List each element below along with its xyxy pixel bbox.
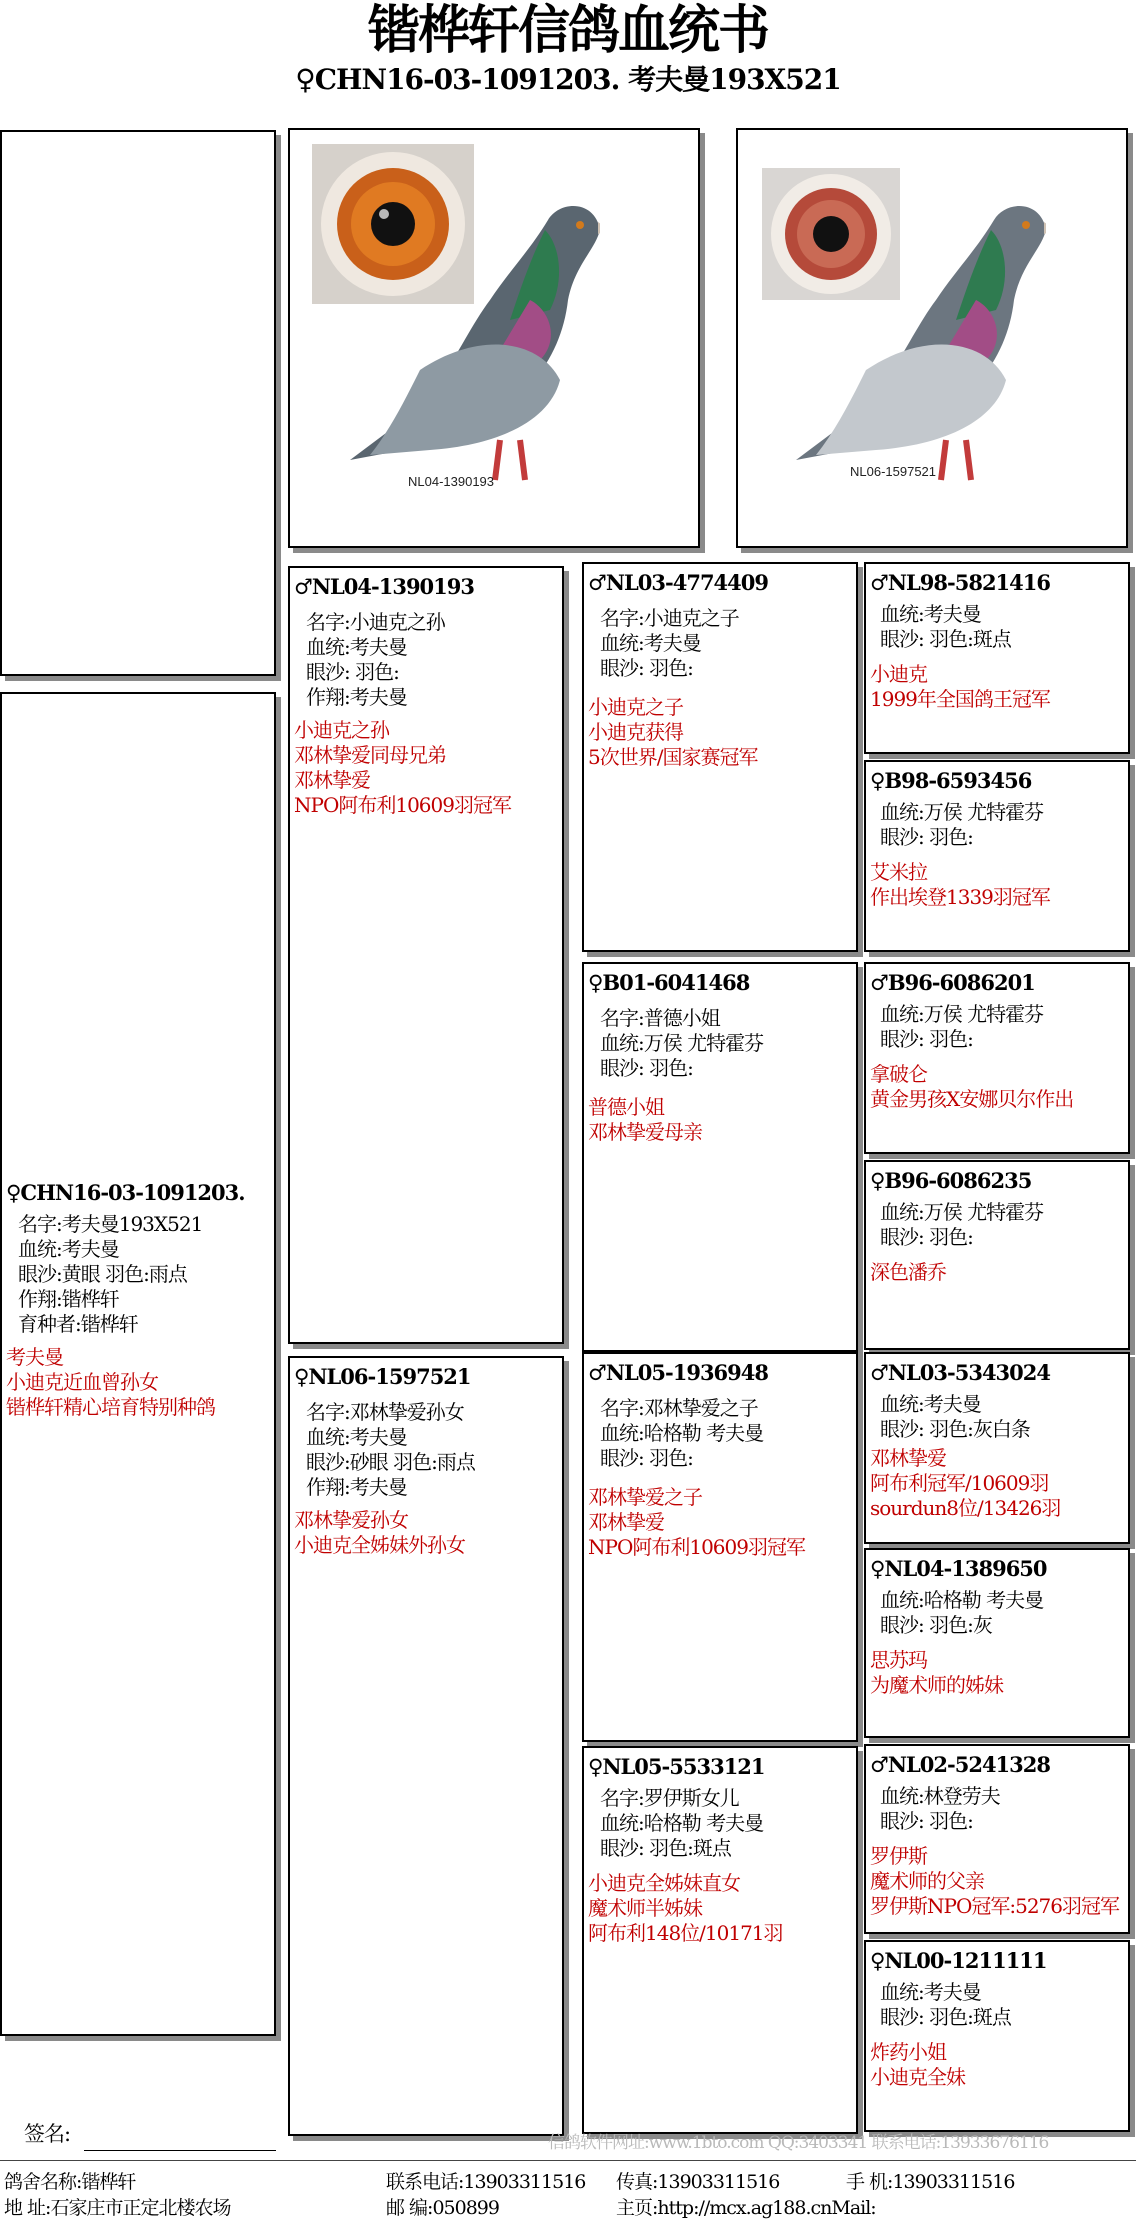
note-line: 1999年全国鸽王冠军 [870,687,1050,711]
note-line: 为魔术师的姊妹 [870,1673,1003,1697]
note-line: 考夫曼 [6,1345,63,1369]
main-bird-flyer: 作翔:锴桦轩 [18,1287,119,1311]
info-line: 眼沙: 羽色: [600,1446,693,1470]
postcode: 邮 编:050899 [386,2197,499,2219]
note-line: 作出埃登1339羽冠军 [870,885,1050,909]
great-grandparent-ring: ♀NL00-1211111 [870,1948,1047,1973]
signature-label: 签名: [24,2122,71,2146]
footer-divider [0,2160,1136,2161]
info-line: 眼沙:砂眼 羽色:雨点 [306,1450,475,1474]
info-line: 眼沙: 羽色:斑点 [600,1836,731,1860]
great-grandparent-ring: ♂NL03-5343024 [870,1360,1051,1385]
info-line: 血统:考夫曼 [880,1392,981,1416]
grandparent-info [600,1786,856,1861]
dam-photo-frame [736,128,1128,548]
main-bird-notes [6,1345,245,1420]
grandparent-info [600,606,856,681]
great-grandparent-box [864,760,1130,952]
homepage: 主页:http://mcx.ag188.cnMail: [616,2197,876,2219]
info-line: 名字:邓林挚爱之子 [600,1396,758,1420]
great-grandparent-ring: ♂NL98-5821416 [870,570,1051,595]
photo-ring-label: NL06-1597521 [850,464,937,479]
info-line: 名字:罗伊斯女儿 [600,1786,739,1810]
document-title: 锴桦轩信鸽血统书 [367,0,768,61]
info-line: 血统:哈格勒 考夫曼 [880,1588,1044,1612]
note-line: 小迪克全妹 [870,2065,965,2089]
main-bird-name: 名字:考夫曼193X521 [18,1212,203,1236]
note-line: 罗伊斯NPO冠军:5276羽冠军 [870,1894,1119,1918]
note-line: 黄金男孩X安娜贝尔作出 [870,1087,1074,1111]
great-grandparent-info [880,1002,1128,1052]
grandparent-notes [588,1871,856,1946]
sire-photo-frame [288,128,700,548]
main-bird-strain: 血统:考夫曼 [18,1237,119,1261]
grandparent-notes [588,1485,856,1560]
watermark: 信鸽软件网址:www.1bto.com QQ:3403341 联系电话:13933676116 [548,2133,1049,2153]
dam-box [288,1356,564,2136]
great-grandparent-notes [870,1062,1128,1112]
info-line: 眼沙: 羽色: [880,1809,973,1833]
great-grandparent-info [880,602,1128,652]
info-line: 眼沙: 羽色: [880,825,973,849]
great-grandparent-box [864,1940,1130,2132]
note-line: 魔术师的父亲 [870,1869,984,1893]
info-line: 血统:考夫曼 [880,1980,981,2004]
great-grandparent-ring: ♂NL02-5241328 [870,1752,1051,1777]
note-line: 邓林挚爱同母兄弟 [294,743,446,767]
great-grandparent-notes [870,2040,1128,2090]
great-grandparent-info [880,800,1128,850]
note-line: 锴桦轩精心培育特别种鸽 [6,1395,215,1419]
note-line: 小迪克全姊妹外孙女 [294,1533,465,1557]
info-line: 血统:万侯 尤特霍芬 [600,1031,764,1055]
great-grandparent-info [880,1392,1128,1442]
info-line: 血统:考夫曼 [306,635,407,659]
grandparent-ring: ♀NL05-5533121 [588,1754,765,1779]
great-grandparent-notes [870,1648,1128,1698]
great-grandparent-ring: ♀B98-6593456 [870,768,1032,793]
grandparent-notes [588,695,856,770]
note-line: 深色潘乔 [870,1260,946,1284]
note-line: 小迪克近血曾孙女 [6,1370,158,1394]
note-line: 小迪克之子 [588,695,683,719]
address: 地 址:石家庄市正定北楼农场 [4,2197,231,2219]
info-line: 血统:考夫曼 [880,602,981,626]
dam-ring: ♀NL06-1597521 [294,1364,471,1389]
info-line: 作翔:考夫曼 [306,685,407,709]
info-line: 眼沙: 羽色:斑点 [880,627,1011,651]
note-line: 邓林挚爱孙女 [294,1508,408,1532]
info-line: 血统:哈格勒 考夫曼 [600,1811,764,1835]
info-line: 眼沙: 羽色: [600,1056,693,1080]
notes-box-empty [0,130,276,676]
info-line: 名字:小迪克之孙 [306,610,445,634]
great-grandparent-info [880,1588,1128,1638]
info-line: 血统:万侯 尤特霍芬 [880,1200,1044,1224]
grandparent-notes [588,1095,856,1145]
main-bird-ring: ♀CHN16-03-1091203. [6,1180,245,1205]
info-line: 血统:考夫曼 [306,1425,407,1449]
sire-ring: ♂NL04-1390193 [294,574,475,599]
note-line: sourdun8位/13426羽 [870,1496,1061,1520]
dam-notes [294,1508,562,1558]
great-grandparent-box [864,1352,1130,1544]
dam-info [306,1400,562,1500]
great-grandparent-notes [870,860,1128,910]
grandparent-box [582,562,858,952]
info-line: 血统:林登劳夫 [880,1784,1000,1808]
great-grandparent-ring: ♂B96-6086201 [870,970,1035,995]
signature-line [84,2150,276,2151]
note-line: 拿破仑 [870,1062,927,1086]
great-grandparent-info [880,1200,1128,1250]
note-line: 邓林挚爱 [870,1446,946,1470]
grandparent-ring: ♂NL03-4774409 [588,570,769,595]
info-line: 眼沙: 羽色: [880,1225,973,1249]
main-bird-eye-color: 眼沙:黄眼 羽色:雨点 [18,1262,187,1286]
photo-ring-label: NL04-1390193 [408,474,495,489]
main-bird-box [0,692,276,2036]
note-line: 邓林挚爱 [588,1510,664,1534]
note-line: 阿布利冠军/10609羽 [870,1471,1049,1495]
note-line: 邓林挚爱母亲 [588,1120,702,1144]
sire-box [288,566,564,1344]
info-line: 血统:万侯 尤特霍芬 [880,1002,1044,1026]
note-line: 小迪克 [870,662,927,686]
main-bird-breeder: 育种者:锴桦轩 [18,1312,138,1336]
great-grandparent-notes [870,1844,1128,1919]
info-line: 眼沙: 羽色:灰 [880,1613,992,1637]
grandparent-info [600,1396,856,1471]
loft-name: 鸽舍名称:锴桦轩 [4,2171,136,2193]
note-line: 罗伊斯 [870,1844,927,1868]
note-line: 邓林挚爱 [294,768,370,792]
pigeon-image [310,160,600,520]
great-grandparent-notes [870,662,1128,712]
note-line: 小迪克获得 [588,720,683,744]
info-line: 血统:考夫曼 [600,631,701,655]
great-grandparent-info [880,1784,1128,1834]
sire-info [306,610,562,710]
main-bird-info [18,1212,245,1337]
grandparent-box [582,1746,858,2134]
note-line: 5次世界/国家赛冠军 [588,745,758,769]
mobile: 手 机:13903311516 [846,2171,1015,2193]
info-line: 作翔:考夫曼 [306,1475,407,1499]
info-line: 眼沙: 羽色:斑点 [880,2005,1011,2029]
grandparent-ring: ♂NL05-1936948 [588,1360,769,1385]
note-line: 普德小姐 [588,1095,664,1119]
great-grandparent-info [880,1980,1128,2030]
phone: 联系电话:13903311516 [386,2171,586,2193]
great-grandparent-box [864,1160,1130,1350]
great-grandparent-box [864,962,1130,1154]
note-line: 艾米拉 [870,860,927,884]
note-line: NPO阿布利10609羽冠军 [294,793,511,817]
note-line: 炸药小姐 [870,2040,946,2064]
great-grandparent-box [864,562,1130,754]
note-line: 邓林挚爱之子 [588,1485,702,1509]
note-line: NPO阿布利10609羽冠军 [588,1535,805,1559]
grandparent-info [600,1006,856,1081]
note-line: 阿布利148位/10171羽 [588,1921,783,1945]
great-grandparent-ring: ♀B96-6086235 [870,1168,1032,1193]
note-line: 小迪克全姊妹直女 [588,1871,740,1895]
great-grandparent-box [864,1744,1130,1934]
great-grandparent-notes [870,1446,1128,1521]
info-line: 名字:邓林挚爱孙女 [306,1400,464,1424]
note-line: 魔术师半姊妹 [588,1896,702,1920]
info-line: 血统:哈格勒 考夫曼 [600,1421,764,1445]
info-line: 名字:小迪克之子 [600,606,739,630]
info-line: 眼沙: 羽色: [880,1027,973,1051]
info-line: 眼沙: 羽色: [306,660,399,684]
info-line: 血统:万侯 尤特霍芬 [880,800,1044,824]
note-line: 思苏玛 [870,1648,927,1672]
info-line: 眼沙: 羽色:灰白条 [880,1417,1030,1441]
great-grandparent-box [864,1548,1130,1738]
info-line: 名字:普德小姐 [600,1006,720,1030]
grandparent-box [582,1352,858,1742]
info-line: 眼沙: 羽色: [600,656,693,680]
grandparent-box [582,962,858,1352]
document-subtitle: ♀CHN16-03-1091203. 考夫曼193X521 [295,63,841,96]
grandparent-ring: ♀B01-6041468 [588,970,750,995]
note-line: 小迪克之孙 [294,718,389,742]
great-grandparent-notes [870,1260,1128,1285]
sire-notes [294,718,562,818]
great-grandparent-ring: ♀NL04-1389650 [870,1556,1047,1581]
fax: 传真:13903311516 [616,2171,780,2193]
